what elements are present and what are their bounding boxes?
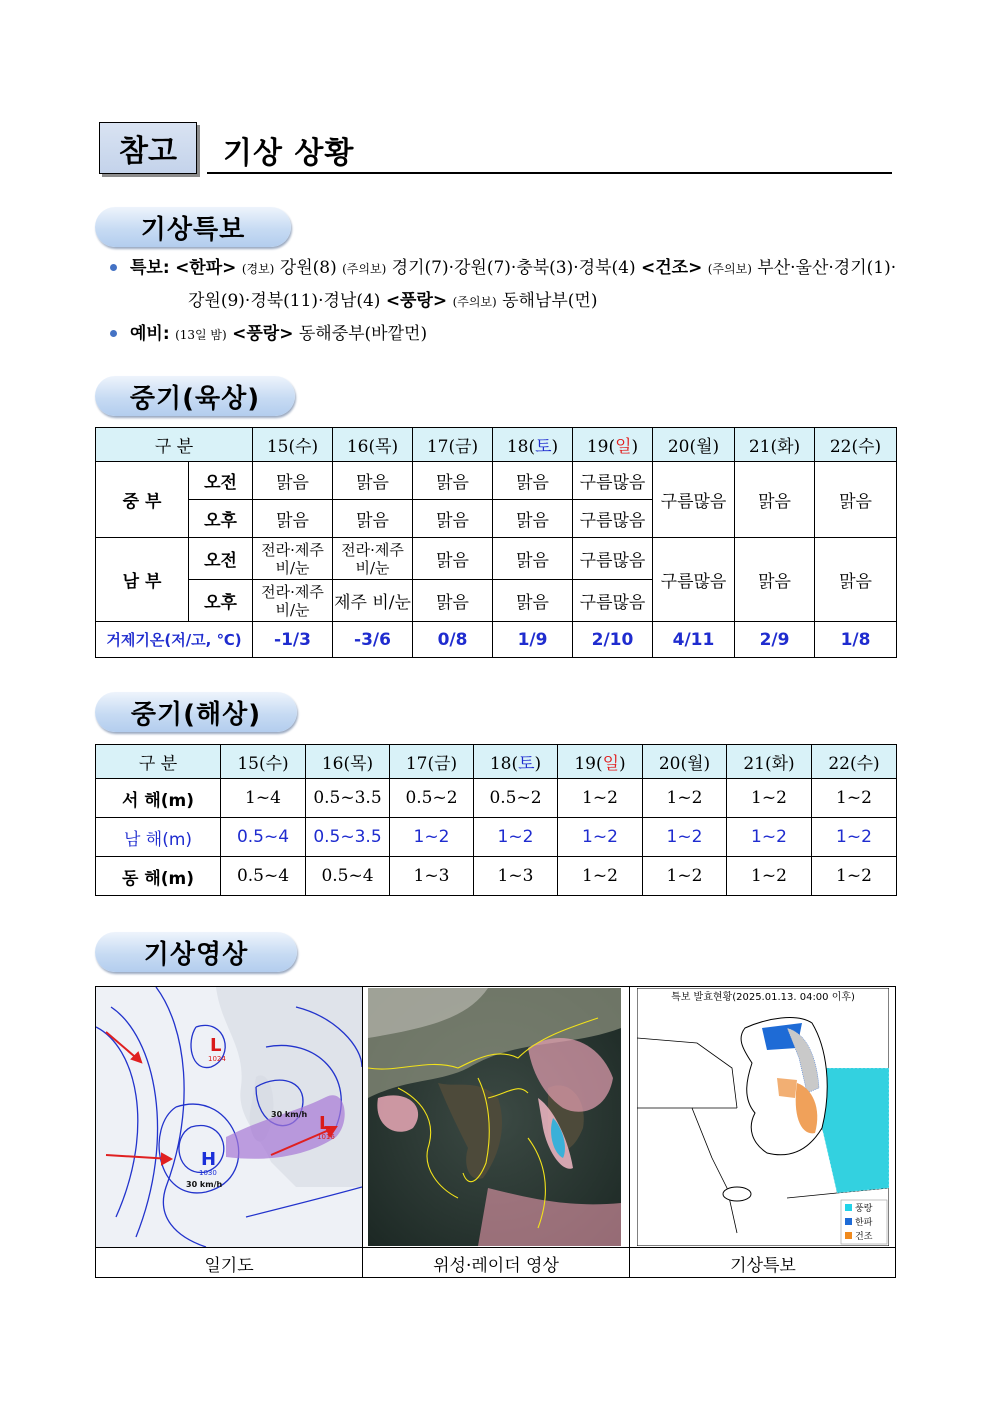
legend-swatch-wave [845,1204,852,1211]
high-pressure-label: H [201,1149,217,1170]
temperature-cell: 2/9 [735,622,815,658]
day-header: 19(일) [573,428,653,462]
front-speed-label: 30 km/h [271,1110,308,1119]
wave-cell: 0.5~4 [221,818,306,857]
warning-level: (주의보) [707,262,752,276]
sea-east-label: 동 해(m) [96,857,221,896]
forecast-cell: 맑음 [493,538,573,580]
panel-divider [362,987,363,1278]
wave-cell: 1~2 [474,818,558,857]
temperature-cell: -3/6 [333,622,413,658]
forecast-cell: 맑음 [413,580,493,622]
forecast-cell: 구름많음 [573,500,653,538]
region-south: 남 부 [96,538,189,622]
forecast-cell: 맑음 [253,462,333,500]
wave-cell: 1~2 [812,779,897,818]
wave-cell: 1~3 [390,857,474,896]
day-header: 16(목) [333,428,413,462]
wave-cell: 1~4 [221,779,306,818]
legend-label-cold: 한파 [855,1218,873,1228]
forecast-cell: 구름많음 [573,580,653,622]
day-header: 16(목) [306,745,390,779]
forecast-cell: 구름많음 [653,538,735,622]
warning-region: 경기(7)·강원(7)·충북(3)·경북(4) [391,258,636,278]
forecast-cell: 맑음 [493,580,573,622]
warning-type-wave: <풍랑> [385,291,448,311]
temperature-cell: 4/11 [653,622,735,658]
low-pressure-value: 1024 [208,1055,226,1063]
front-speed-label: 30 km/h [186,1180,223,1189]
warning-item-current-cont [108,285,898,318]
warning-type-cold: <한파> [175,258,237,278]
warning-level: (주의보) [452,295,497,309]
wave-cell: 1~2 [727,779,812,818]
warning-region: 동해남부(먼) [502,291,598,311]
day-header: 17(금) [413,428,493,462]
satellite-svg [368,988,621,1246]
low-pressure-label: L [210,1035,222,1056]
caption-warning-map: 기상특보 [630,1247,896,1278]
reference-badge-label: 참고 [119,134,177,169]
day-header: 18(토) [474,745,558,779]
wave-cell: 1~2 [558,857,643,896]
period-pm: 오후 [189,580,253,622]
warning-region: 강원(9)·경북(11)·경남(4) [188,291,381,311]
day-header: 15(수) [253,428,333,462]
wave-cell: 1~2 [812,818,897,857]
warning-level: (주의보) [342,262,387,276]
forecast-cell: 맑음 [815,538,897,622]
day-header: 21(화) [727,745,812,779]
caption-weather-chart: 일기도 [96,1247,362,1278]
bullet-icon [110,330,117,337]
section-title-warnings: 기상특보 [95,207,291,247]
weather-chart-image [96,987,362,1247]
warning-map-title: 특보 발효현황(2025.01.13. 04:00 이후) [671,992,855,1003]
low-pressure-value: 1016 [317,1133,335,1141]
legend-swatch-dry [845,1232,852,1239]
forecast-cell: 맑음 [333,500,413,538]
land-forecast-table [95,427,897,658]
preliminary-time: (13일 밤) [175,328,227,342]
weather-images-panel [95,986,896,1278]
forecast-cell: 구름많음 [653,462,735,538]
warning-region: 강원(8) [279,258,337,278]
section-title-mid-sea: 중기(해상) [95,692,297,732]
wave-cell: 1~2 [812,857,897,896]
forecast-cell: 맑음 [815,462,897,538]
period-am: 오전 [189,462,253,500]
land-corner: 구 분 [96,428,253,462]
temperature-cell: 2/10 [573,622,653,658]
sea-south-label: 남 해(m) [96,818,221,857]
day-header: 20(월) [643,745,727,779]
preliminary-label: 예비: [130,324,170,344]
forecast-cell: 구름많음 [573,462,653,500]
warning-bullets [108,252,898,351]
temperature-label: 거제기온(저/고, ℃) [96,622,253,658]
day-header: 15(수) [221,745,306,779]
forecast-cell: 맑음 [735,538,815,622]
region-central: 중 부 [96,462,189,538]
legend-label-wave: 풍랑 [855,1204,873,1214]
land-header-row [96,428,897,462]
warning-region: 동해중부(바깥먼) [298,324,428,344]
satellite-radar-image [368,988,621,1246]
forecast-cell: 전라·제주 비/눈 [253,538,333,580]
temperature-cell: 0/8 [413,622,493,658]
sea-forecast-table [95,744,897,896]
table-row [96,818,897,857]
day-header: 22(수) [815,428,897,462]
day-header: 18(토) [493,428,573,462]
warning-level: (경보) [241,262,275,276]
day-header: 19(일) [558,745,643,779]
wave-cell: 1~2 [558,818,643,857]
wave-cell: 1~2 [727,857,812,896]
period-pm: 오후 [189,500,253,538]
section-title-mid-land: 중기(육상) [95,376,295,416]
day-header: 20(월) [653,428,735,462]
wave-cell: 0.5~2 [390,779,474,818]
wave-cell: 1~2 [643,857,727,896]
forecast-cell: 맑음 [493,462,573,500]
title-underline [207,172,892,174]
warning-region: 부산·울산·경기(1)· [757,258,897,278]
table-row [96,779,897,818]
legend-label-dry: 건조 [855,1232,873,1242]
caption-satellite: 위성·레이더 영상 [363,1247,629,1278]
high-pressure-value: 1030 [199,1169,217,1177]
forecast-cell: 맑음 [493,500,573,538]
warning-type-wave: <풍랑> [232,324,294,344]
day-header: 22(수) [812,745,897,779]
table-row [96,462,897,500]
day-header: 17(금) [390,745,474,779]
wave-cell: 1~2 [390,818,474,857]
wave-cell: 1~3 [474,857,558,896]
wave-cell: 0.5~2 [474,779,558,818]
forecast-cell: 맑음 [413,500,493,538]
wave-cell: 1~2 [643,818,727,857]
wave-cell: 1~2 [643,779,727,818]
forecast-cell: 맑음 [413,538,493,580]
warning-map-svg [637,988,889,1246]
day-header: 21(화) [735,428,815,462]
low-pressure-label: L [319,1113,331,1134]
wave-cell: 0.5~4 [221,857,306,896]
bullet-icon [110,264,117,271]
forecast-cell: 구름많음 [573,538,653,580]
weather-chart-svg [96,987,362,1247]
reference-badge [99,122,197,174]
wave-cell: 0.5~3.5 [306,818,390,857]
forecast-cell: 맑음 [333,462,413,500]
temperature-cell: 1/9 [493,622,573,658]
table-row [96,857,897,896]
sea-west-label: 서 해(m) [96,779,221,818]
wave-cell: 1~2 [727,818,812,857]
temperature-cell: 1/8 [815,622,897,658]
warning-status-image [637,988,889,1246]
warning-item-current [108,252,898,285]
temperature-cell: -1/3 [253,622,333,658]
sea-corner: 구 분 [96,745,221,779]
forecast-cell: 맑음 [253,500,333,538]
forecast-cell: 맑음 [413,462,493,500]
forecast-cell: 전라·제주 비/눈 [333,538,413,580]
warning-type-dry: <건조> [641,258,703,278]
panel-divider [629,987,630,1278]
forecast-cell: 제주 비/눈 [333,580,413,622]
warning-item-preliminary [108,318,898,351]
temperature-row [96,622,897,658]
section-title-images: 기상영상 [95,932,297,972]
sea-header-row [96,745,897,779]
legend-swatch-cold [845,1218,852,1225]
page-title: 기상 상황 [223,136,355,171]
forecast-cell: 전라·제주 비/눈 [253,580,333,622]
wave-cell: 1~2 [558,779,643,818]
wave-cell: 0.5~4 [306,857,390,896]
warning-label: 특보: [130,258,170,278]
period-am: 오전 [189,538,253,580]
table-row [96,538,897,580]
forecast-cell: 맑음 [735,462,815,538]
wave-cell: 0.5~3.5 [306,779,390,818]
